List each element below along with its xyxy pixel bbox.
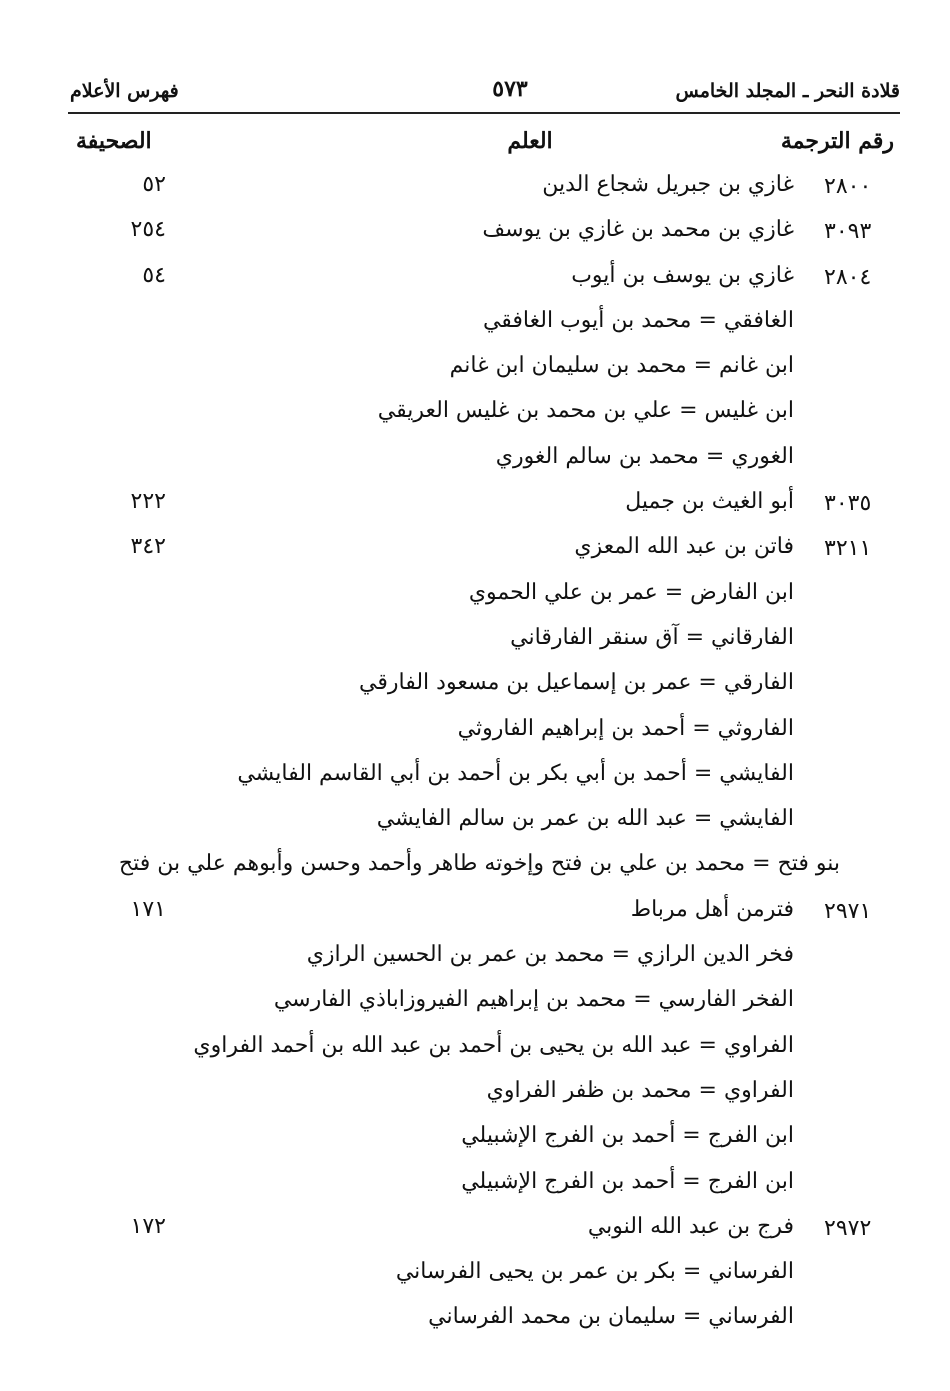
table-row [0, 891, 950, 936]
table-row [0, 1163, 950, 1208]
entry-number: ٣٢١١ [824, 536, 872, 562]
entry-name: الفارقاني = آق سنقر الفارقاني [510, 624, 794, 650]
entry-name: الغافقي = محمد بن أيوب الغافقي [482, 307, 794, 333]
column-header-number: رقم الترجمة [780, 128, 894, 154]
header-divider [68, 112, 900, 114]
entry-number: ٢٨٠٤ [824, 264, 872, 290]
page-header [70, 76, 900, 110]
table-row [0, 438, 950, 483]
entry-page: ٢٢٢ [130, 489, 166, 515]
entry-name: ابن الفرج = أحمد بن الفرج الإشبيلي [461, 1123, 794, 1149]
entry-number: ٢٩٧١ [824, 898, 872, 924]
entry-name: غازي بن محمد بن غازي بن يوسف [482, 217, 794, 243]
table-row [0, 664, 950, 709]
entry-name: ابن الفارض = عمر بن علي الحموي [468, 579, 794, 605]
entry-name: الفايشي = أحمد بن أبي بكر بن أحمد بن أبي القاسم الفايشي [237, 760, 794, 786]
entry-name: غازي بن جبريل شجاع الدين [542, 172, 794, 197]
column-header-page: الصحيفة [76, 128, 152, 154]
table-row [0, 257, 950, 302]
section-title: فهرس الأعلام [70, 80, 179, 102]
table-row [0, 1072, 950, 1117]
entry-name: الفراوي = محمد بن ظفر الفراوي [486, 1077, 794, 1103]
entry-number: ٣٠٣٥ [824, 491, 872, 517]
entry-name: الفايشي = عبد الله بن عمر بن سالم الفايشي [376, 806, 794, 832]
entry-name: الفراوي = عبد الله بن يحيى بن أحمد بن عبد الله بن أحمد الفراوي [193, 1032, 794, 1058]
entry-page: ٣٤٢ [130, 534, 166, 560]
entry-name: الفرساني = سليمان بن محمد الفرساني [428, 1304, 794, 1330]
table-row [0, 619, 950, 664]
entry-name: الفاروثي = أحمد بن إبراهيم الفاروثي [457, 715, 794, 741]
column-header-name: العلم [507, 128, 553, 154]
table-row [0, 1208, 950, 1253]
entry-number: ٢٩٧٢ [824, 1215, 872, 1241]
table-row [0, 755, 950, 800]
table-row [0, 483, 950, 528]
table-row [0, 710, 950, 755]
table-row [0, 981, 950, 1026]
table-row [0, 211, 950, 256]
entry-name: فخر الدين الرازي = محمد بن عمر بن الحسين الرازي [306, 942, 794, 968]
table-row [0, 302, 950, 347]
entry-name: غازي بن يوسف بن أيوب [571, 262, 794, 288]
entry-page: ١٧٢ [130, 1213, 166, 1239]
table-row [0, 1253, 950, 1298]
entry-number: ٣٠٩٣ [824, 219, 872, 245]
page-number: ٥٧٣ [492, 76, 528, 102]
table-row [0, 392, 950, 437]
entry-name: فرج بن عبد الله النوبي [587, 1213, 794, 1239]
table-row [0, 166, 950, 211]
entry-name: الفخر الفارسي = محمد بن إبراهيم الفيروزاباذي الفارسي [273, 987, 794, 1013]
entry-number: ٢٨٠٠ [824, 174, 872, 199]
entry-page: ١٧١ [130, 896, 166, 922]
index-table [0, 166, 950, 1344]
entry-name: ابن غليس = علي بن محمد بن غليس العريقي [377, 398, 794, 424]
entry-name: الغوري = محمد بن سالم الغوري [495, 443, 794, 469]
book-title: قلادة النحر ـ المجلد الخامس [675, 80, 900, 102]
table-row [0, 1027, 950, 1072]
entry-name: الفارقي = عمر بن إسماعيل بن مسعود الفارقي [359, 670, 794, 696]
table-row [0, 528, 950, 573]
entry-page: ٥٤ [142, 262, 166, 288]
table-row [0, 845, 950, 890]
entry-name: بنو فتح = محمد بن علي بن فتح وإخوته طاهر وأحمد وحسن وأبوهم علي بن فتح [118, 851, 840, 877]
table-row [0, 1117, 950, 1162]
entry-page: ٥٢ [142, 172, 166, 197]
table-row [0, 1298, 950, 1343]
table-row [0, 936, 950, 981]
entry-name: فاتن بن عبد الله المعزي [574, 534, 794, 560]
table-row [0, 800, 950, 845]
table-row [0, 347, 950, 392]
entry-name: ابن الفرج = أحمد بن الفرج الإشبيلي [461, 1168, 794, 1194]
entry-name: فترمن أهل مرباط [630, 896, 794, 922]
entry-name: أبو الغيث بن جميل [625, 489, 794, 515]
entry-name: الفرساني = بكر بن عمر بن يحيى الفرساني [395, 1259, 794, 1285]
table-row [0, 574, 950, 619]
entry-name: ابن غانم = محمد بن سليمان ابن غانم [449, 353, 794, 379]
entry-page: ٢٥٤ [130, 217, 166, 243]
